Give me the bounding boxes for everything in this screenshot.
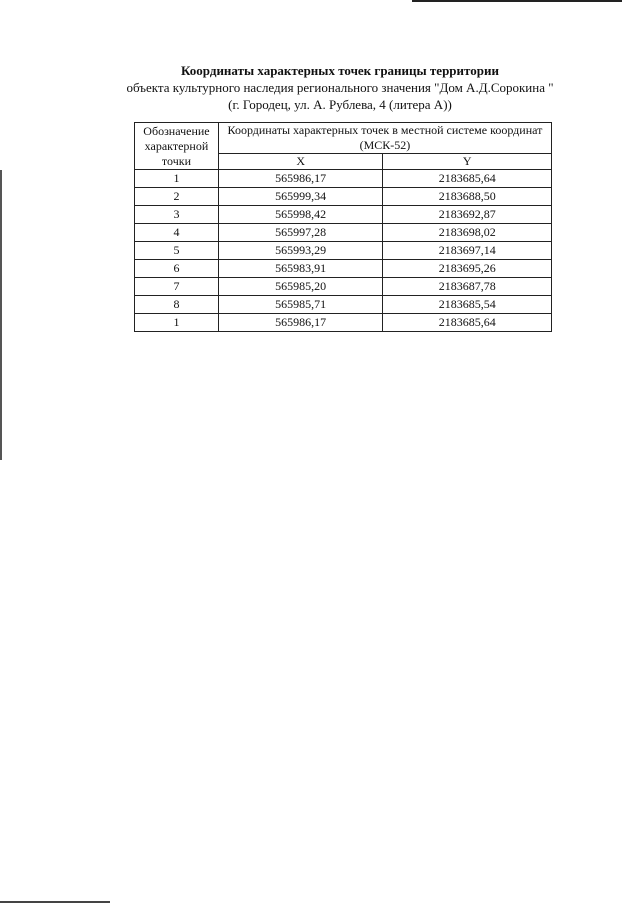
table-row [135,188,552,206]
cell-point: 2 [135,188,219,206]
cell-y: 2183685,64 [383,170,552,188]
scan-edge-mark-bottom [0,901,110,903]
cell-point: 6 [135,260,219,278]
cell-point: 1 [135,314,219,332]
header-y: Y [383,154,552,170]
table-row [135,170,552,188]
document-subtitle-line1: объекта культурного наследия регионального значения "Дом А.Д.Сорокина " [126,80,554,95]
header-point-designation: Обозначение характерной точки [135,123,219,170]
cell-point: 5 [135,242,219,260]
cell-point: 7 [135,278,219,296]
cell-y: 2183685,64 [383,314,552,332]
cell-point: 1 [135,170,219,188]
table-row [135,242,552,260]
document-subtitle-line2: (г. Городец, ул. А. Рублева, 4 (литера А)) [228,97,452,112]
cell-x: 565986,17 [218,314,383,332]
cell-point: 3 [135,206,219,224]
scan-edge-mark-left [0,170,2,460]
coordinates-table [134,122,552,332]
table-row [135,314,552,332]
header-x: X [218,154,383,170]
header-coordinates-group: Координаты характерных точек в местной системе координат (МСК-52) [218,123,551,154]
cell-y: 2183698,02 [383,224,552,242]
cell-y: 2183692,87 [383,206,552,224]
cell-x: 565986,17 [218,170,383,188]
cell-x: 565985,71 [218,296,383,314]
cell-y: 2183685,54 [383,296,552,314]
table-row [135,224,552,242]
scan-edge-mark-top [412,0,622,2]
cell-y: 2183697,14 [383,242,552,260]
table-row [135,296,552,314]
cell-x: 565998,42 [218,206,383,224]
cell-x: 565983,91 [218,260,383,278]
cell-x: 565997,28 [218,224,383,242]
cell-x: 565993,29 [218,242,383,260]
document-heading [100,62,580,113]
cell-x: 565985,20 [218,278,383,296]
table-row [135,206,552,224]
cell-x: 565999,34 [218,188,383,206]
table-row [135,260,552,278]
cell-y: 2183688,50 [383,188,552,206]
cell-y: 2183687,78 [383,278,552,296]
table-row [135,278,552,296]
cell-y: 2183695,26 [383,260,552,278]
cell-point: 8 [135,296,219,314]
cell-point: 4 [135,224,219,242]
document-title: Координаты характерных точек границы территории [181,63,499,78]
